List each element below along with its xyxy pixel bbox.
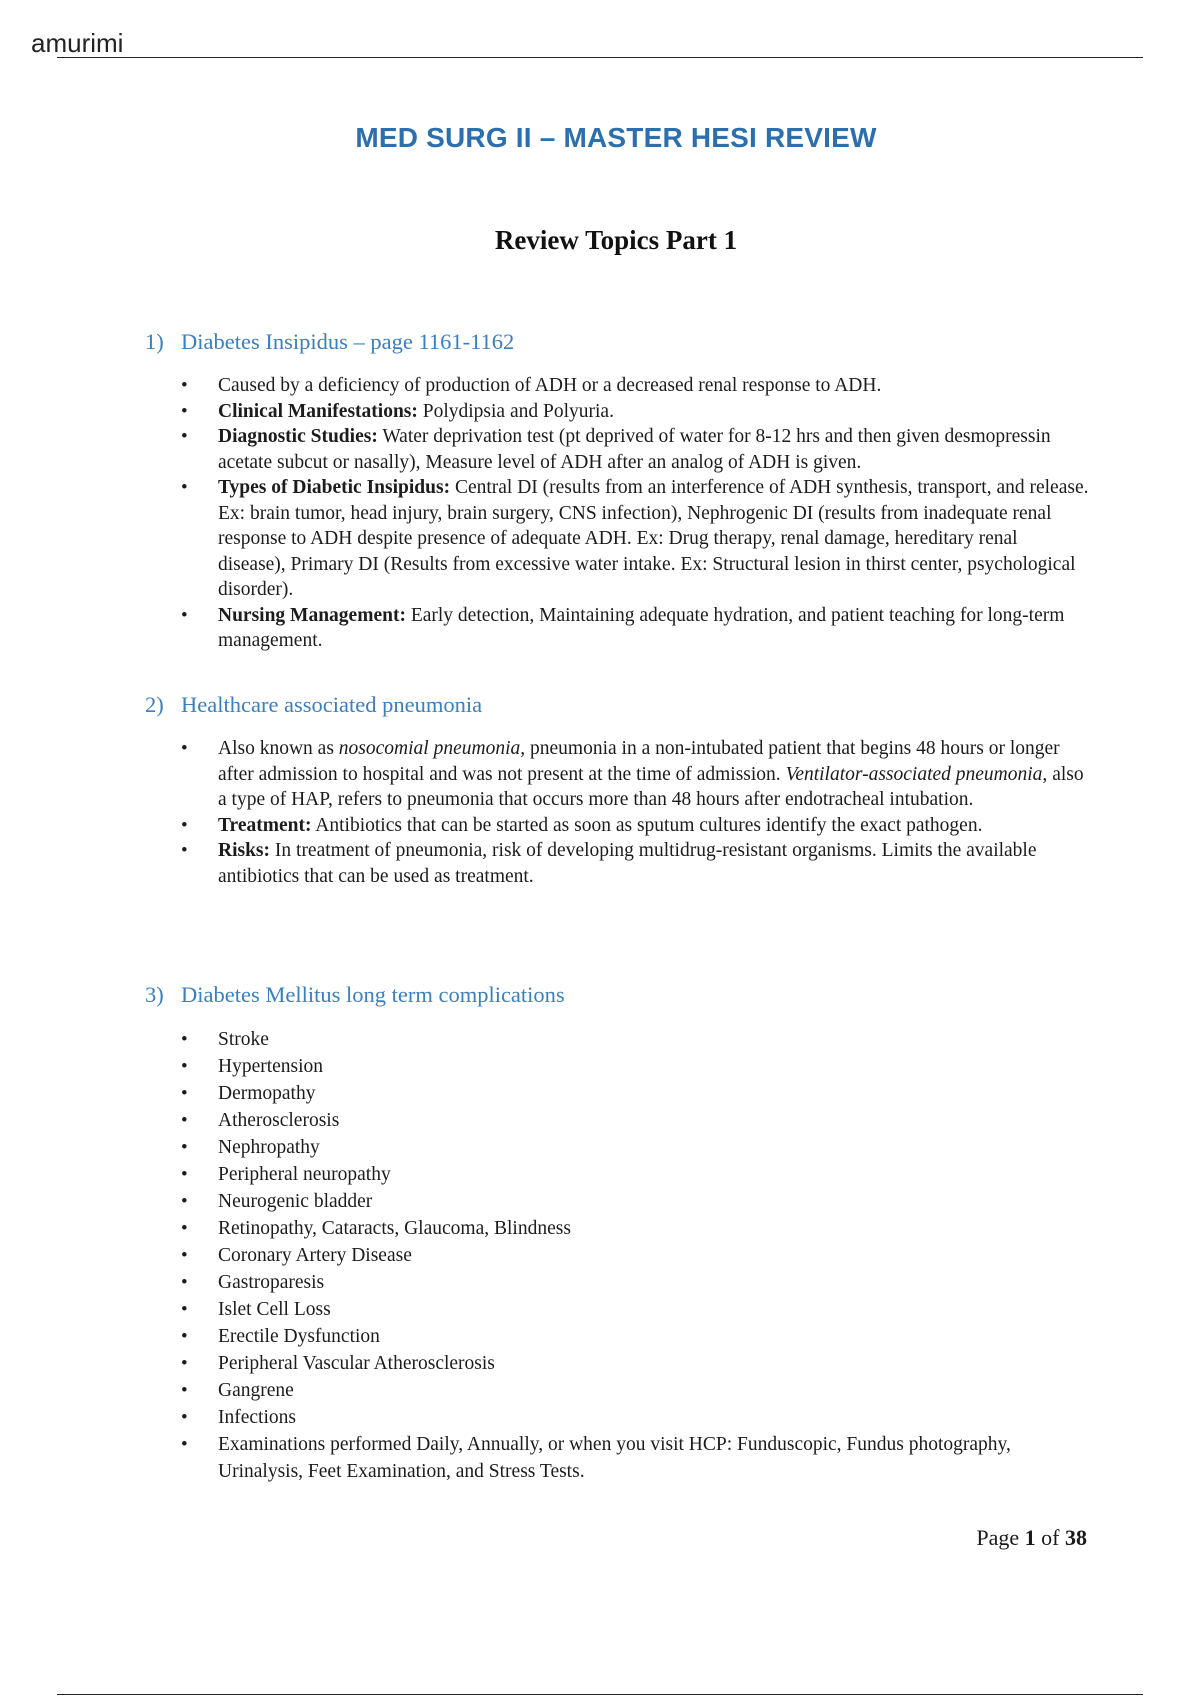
- page-label: Page: [976, 1525, 1025, 1550]
- list-item: • Hypertension: [145, 1053, 1090, 1080]
- item-term: Ventilator-associated pneumonia,: [785, 763, 1048, 785]
- item-label: Risks:: [218, 840, 271, 861]
- section-title: Diabetes Mellitus long term complications: [181, 982, 565, 1007]
- list-item: • Stroke: [145, 1026, 1090, 1053]
- page-current: 1: [1024, 1525, 1036, 1550]
- item-label: Treatment:: [218, 814, 312, 836]
- item-text: Central DI (results from an interference of ADH synthesis, transport, and release. Ex: brain tumor, head injury, brain surgery, CNS infection), Nephrogenic DI (results from inadequate renal response to ADH despite presence of adequate ADH. Ex: Drug therapy, renal damage, hereditary renal disease), Primary DI (Results from excessive water intake. Ex: Structural lesion in thirst center, psychological disorder).: [218, 477, 1089, 600]
- list-item: [145, 838, 1090, 889]
- item-text: Caused by a deficiency of production of ADH or a decreased renal response to ADH.: [218, 375, 882, 396]
- list-item: • Examinations performed Daily, Annually, or when you visit HCP: Funduscopic, Fundus photography, Urinalysis, Feet Examination, and Stress Tests.: [145, 1431, 1090, 1485]
- item-label: Types of Diabetic Insipidus:: [218, 477, 451, 498]
- section-number: 1): [145, 329, 164, 354]
- page-number: [976, 1525, 1087, 1551]
- page-of: of: [1035, 1525, 1065, 1550]
- list-item: • Gastroparesis: [145, 1269, 1090, 1296]
- bullet-list: [145, 373, 1090, 654]
- section-number: 3): [145, 982, 164, 1007]
- list-item: • Retinopathy, Cataracts, Glaucoma, Blindness: [145, 1215, 1090, 1242]
- list-item: • Coronary Artery Disease: [145, 1242, 1090, 1269]
- list-item: [145, 813, 1090, 839]
- list-item: [145, 603, 1090, 654]
- item-text: In treatment of pneumonia, risk of developing multidrug-resistant organisms. Limits the available antibiotics that can be used as treatment.: [218, 840, 1037, 887]
- list-item: • Dermopathy: [145, 1080, 1090, 1107]
- watermark-text: amurimi: [31, 28, 124, 58]
- section-diabetes-insipidus: [145, 327, 1090, 654]
- item-text: pneumonia in a non-intubated patient that begins 48 hours or longer after admission to hospital and was not present at the time of admission.: [218, 738, 1060, 785]
- document-subtitle: Review Topics Part 1: [494, 225, 738, 255]
- list-item: [145, 475, 1090, 603]
- section-diabetes-mellitus: [145, 980, 1090, 1485]
- list-item: [145, 424, 1090, 475]
- section-title: Healthcare associated pneumonia: [181, 692, 483, 717]
- item-text: Antibiotics that can be started as soon as sputum cultures identify the exact pathogen.: [311, 814, 983, 836]
- list-item: • Atherosclerosis: [145, 1107, 1090, 1134]
- bullet-list: [145, 1026, 1090, 1485]
- section-heading: [145, 327, 1090, 357]
- list-item: • Neurogenic bladder: [145, 1188, 1090, 1215]
- list-item: [145, 373, 1090, 399]
- item-text: also a type of HAP, refers to pneumonia that occurs more than 48 hours after endotracheal intubation.: [218, 763, 1084, 810]
- document-title: MED SURG II – MASTER HESI REVIEW: [355, 122, 877, 153]
- list-item: • Nephropathy: [145, 1134, 1090, 1161]
- item-label: Clinical Manifestations:: [218, 400, 418, 422]
- item-text: Early detection, Maintaining adequate hydration, and patient teaching for long-term management.: [218, 604, 1065, 651]
- item-label: Nursing Management:: [218, 604, 406, 626]
- section-heading: [145, 690, 1090, 720]
- list-item: • Islet Cell Loss: [145, 1296, 1090, 1323]
- section-heading: [145, 980, 1090, 1010]
- list-item: • Peripheral neuropathy: [145, 1161, 1090, 1188]
- header-rule: [57, 57, 1143, 58]
- list-item: [145, 399, 1090, 425]
- page-total: 38: [1065, 1525, 1087, 1550]
- item-term: nosocomial pneumonia,: [338, 738, 526, 759]
- section-healthcare-pneumonia: [145, 690, 1090, 889]
- item-text: Polydipsia and Polyuria.: [417, 400, 614, 422]
- list-item: • Gangrene: [145, 1377, 1090, 1404]
- section-number: 2): [145, 692, 164, 717]
- list-item: [145, 736, 1090, 813]
- list-item: • Peripheral Vascular Atherosclerosis: [145, 1350, 1090, 1377]
- list-item: • Erectile Dysfunction: [145, 1323, 1090, 1350]
- list-item: • Infections: [145, 1404, 1090, 1431]
- item-text: Water deprivation test (pt deprived of water for 8-12 hrs and then given desmopressin acetate subcut or nasally), Measure level of ADH after an analog of ADH is given.: [218, 426, 1051, 473]
- footer-rule: [57, 1694, 1143, 1695]
- item-label: Diagnostic Studies:: [218, 426, 378, 447]
- bullet-list: [145, 736, 1090, 889]
- item-text: Also known as: [218, 738, 339, 759]
- section-title: Diabetes Insipidus – page 1161-1162: [181, 329, 515, 354]
